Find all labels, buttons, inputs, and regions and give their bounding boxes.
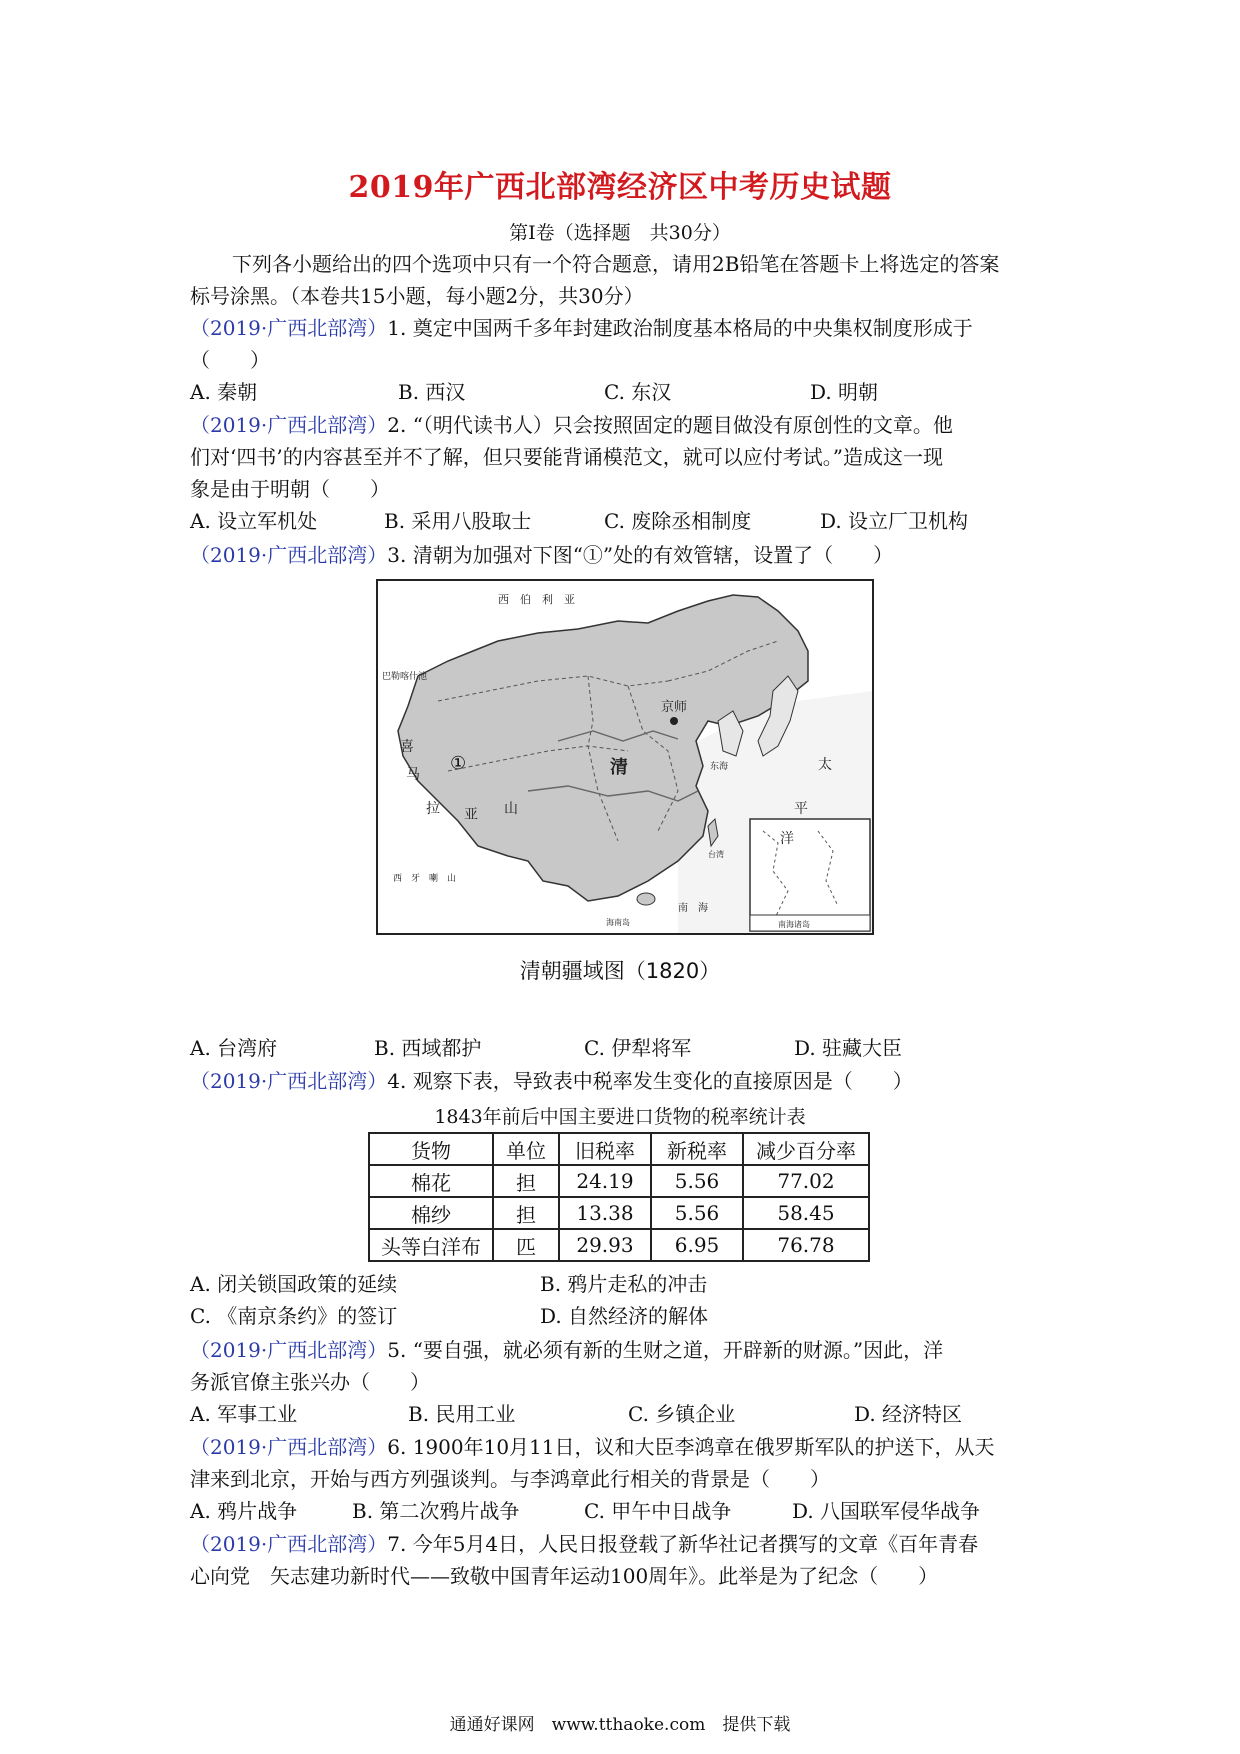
option-c[interactable]: C. 伊犁将军: [584, 1036, 692, 1060]
header-cell: 单位: [493, 1133, 559, 1165]
option-c[interactable]: C. 乡镇企业: [628, 1402, 736, 1426]
label-himalaya-2: 马: [406, 767, 420, 783]
table-caption: 1843年前后中国主要进口货物的税率统计表: [434, 1106, 806, 1128]
table-cell: 76.78: [743, 1229, 869, 1261]
table-cell: 匹: [493, 1229, 559, 1261]
header-cell: 货物: [369, 1133, 493, 1165]
question-3: [190, 539, 1060, 571]
option-d[interactable]: D. 明朝: [810, 380, 879, 404]
question-2-text-1: 2. “（明代读书人）只会按照固定的题目做没有原创性的文章。他: [387, 413, 953, 437]
label-pacific-2: 平: [794, 801, 808, 817]
question-5-text-1: 5. “要自强，就必须有新的生财之道，开辟新的财源。”因此，洋: [387, 1338, 944, 1362]
page-footer: 通通好课网 www.tthaoke.com 提供下载: [449, 1715, 791, 1735]
source-tag: （2019·广西北部湾）: [190, 1532, 388, 1556]
label-himalaya-3: 拉: [426, 801, 440, 817]
question-2: [190, 409, 1060, 505]
question-4-options-row-1: [190, 1268, 1060, 1300]
question-6-text-1: 6. 1900年10月11日，议和大臣李鸿章在俄罗斯军队的护送下，从天: [387, 1435, 995, 1459]
question-3-text: 3. 清朝为加强对下图“①”处的有效管辖，设置了（ ）: [387, 543, 894, 567]
region-marker-1: ①: [450, 753, 467, 774]
option-d[interactable]: D. 八国联军侵华战争: [792, 1499, 981, 1523]
instructions: [190, 248, 1060, 312]
question-6: [190, 1431, 1060, 1495]
option-a[interactable]: A. 鸦片战争: [190, 1499, 298, 1523]
question-7-text-2: 心向党 矢志建功新时代——致敬中国青年运动100周年》。此举是为了纪念（ ）: [190, 1564, 939, 1588]
label-inset: 南海诸岛: [778, 920, 810, 929]
label-himalaya-west: 西 牙 喇 山: [393, 874, 457, 884]
table-row: [369, 1229, 869, 1261]
question-1-blank: （ ）: [190, 348, 270, 372]
question-5: [190, 1334, 1060, 1398]
table-cell: 担: [493, 1197, 559, 1229]
table-cell: 棉纱: [369, 1197, 493, 1229]
option-b[interactable]: B. 西汉: [398, 380, 466, 404]
question-1: [190, 312, 1060, 376]
question-2-text-2: 们对‘四书’的内容甚至并不了解，但只要能背诵模范文，就可以应付考试。”造成这一现: [190, 445, 943, 469]
map-drawing: [378, 581, 872, 933]
option-a[interactable]: A. 秦朝: [190, 380, 258, 404]
option-c[interactable]: C. 废除丞相制度: [604, 509, 752, 533]
question-4-options-row-2: [190, 1300, 1060, 1332]
question-7: [190, 1528, 1060, 1592]
source-tag: （2019·广西北部湾）: [190, 1069, 388, 1093]
label-east-sea: 东海: [710, 762, 729, 772]
source-tag: （2019·广西北部湾）: [190, 316, 388, 340]
label-pacific-3: 洋: [780, 831, 794, 847]
label-qing: 清: [610, 757, 628, 778]
table-cell: 58.45: [743, 1197, 869, 1229]
label-balkhash: 巴勒喀什池: [382, 672, 428, 682]
instructions-line-2: 标号涂黑。（本卷共15小题，每小题2分，共30分）: [190, 284, 644, 308]
option-c[interactable]: C. 甲午中日战争: [584, 1499, 732, 1523]
question-7-text-1: 7. 今年5月4日，人民日报登载了新华社记者撰写的文章《百年青春: [387, 1532, 979, 1556]
qing-territory-map: [376, 579, 874, 935]
option-b[interactable]: B. 第二次鸦片战争: [352, 1499, 520, 1523]
option-c[interactable]: C. 东汉: [604, 380, 672, 404]
question-2-text-3: 象是由于明朝（ ）: [190, 477, 390, 501]
label-himalaya-1: 喜: [400, 739, 414, 755]
table-cell: 担: [493, 1165, 559, 1197]
header-cell: 减少百分率: [743, 1133, 869, 1165]
header-cell: 新税率: [651, 1133, 743, 1165]
label-himalaya-4: 亚: [464, 807, 478, 823]
option-b[interactable]: B. 采用八股取士: [384, 509, 532, 533]
table-header-row: [369, 1133, 869, 1165]
option-a[interactable]: A. 军事工业: [190, 1402, 298, 1426]
table-cell: 24.19: [559, 1165, 651, 1197]
section-heading: 第Ⅰ卷（选择题 共30分）: [509, 222, 731, 244]
question-1-text: 1. 奠定中国两千多年封建政治制度基本格局的中央集权制度形成于: [387, 316, 973, 340]
table-cell: 5.56: [651, 1165, 743, 1197]
option-d[interactable]: D. 设立厂卫机构: [820, 509, 969, 533]
option-d[interactable]: D. 自然经济的解体: [540, 1304, 709, 1328]
question-5-options: [190, 1398, 1060, 1430]
option-a[interactable]: A. 台湾府: [190, 1036, 278, 1060]
option-b[interactable]: B. 西域都护: [374, 1036, 482, 1060]
question-4-text: 4. 观察下表，导致表中税率发生变化的直接原因是（ ）: [387, 1069, 913, 1093]
option-d[interactable]: D. 经济特区: [854, 1402, 963, 1426]
table-cell: 头等白洋布: [369, 1229, 493, 1261]
map-caption: 清朝疆域图（1820）: [519, 959, 721, 983]
question-1-options: [190, 376, 1060, 408]
page-title: 2019年广西北部湾经济区中考历史试题: [348, 170, 892, 205]
label-south-sea: 南 海: [678, 903, 708, 914]
option-a[interactable]: A. 闭关锁国政策的延续: [190, 1272, 398, 1296]
source-tag: （2019·广西北部湾）: [190, 413, 388, 437]
option-b[interactable]: B. 民用工业: [408, 1402, 516, 1426]
question-3-options: [190, 1032, 1060, 1064]
label-hainan: 海南岛: [606, 918, 630, 927]
label-capital: 京师: [661, 700, 688, 715]
table-cell: 77.02: [743, 1165, 869, 1197]
label-taiwan: 台湾: [708, 850, 724, 859]
question-6-text-2: 津来到北京，开始与西方列强谈判。与李鸿章此行相关的背景是（ ）: [190, 1467, 830, 1491]
header-cell: 旧税率: [559, 1133, 651, 1165]
table-cell: 棉花: [369, 1165, 493, 1197]
tax-rate-table: [368, 1132, 870, 1262]
label-pacific-1: 太: [818, 757, 832, 773]
label-siberia: 西 伯 利 亚: [498, 593, 575, 606]
question-6-options: [190, 1495, 1060, 1527]
question-4: [190, 1065, 1060, 1097]
table-row: [369, 1165, 869, 1197]
question-5-text-2: 务派官僚主张兴办（ ）: [190, 1370, 430, 1394]
source-tag: （2019·广西北部湾）: [190, 543, 388, 567]
table-cell: 29.93: [559, 1229, 651, 1261]
instructions-line-1: 下列各小题给出的四个选项中只有一个符合题意，请用2B铅笔在答题卡上将选定的答案: [232, 252, 1000, 276]
option-a[interactable]: A. 设立军机处: [190, 509, 318, 533]
option-c[interactable]: C. 《南京条约》的签订: [190, 1304, 398, 1328]
source-tag: （2019·广西北部湾）: [190, 1338, 388, 1362]
table-cell: 5.56: [651, 1197, 743, 1229]
table-cell: 13.38: [559, 1197, 651, 1229]
option-b[interactable]: B. 鸦片走私的冲击: [540, 1272, 708, 1296]
question-2-options: [190, 505, 1060, 537]
source-tag: （2019·广西北部湾）: [190, 1435, 388, 1459]
table-row: [369, 1197, 869, 1229]
table-cell: 6.95: [651, 1229, 743, 1261]
option-d[interactable]: D. 驻藏大臣: [794, 1036, 903, 1060]
label-himalaya-5: 山: [504, 801, 518, 817]
